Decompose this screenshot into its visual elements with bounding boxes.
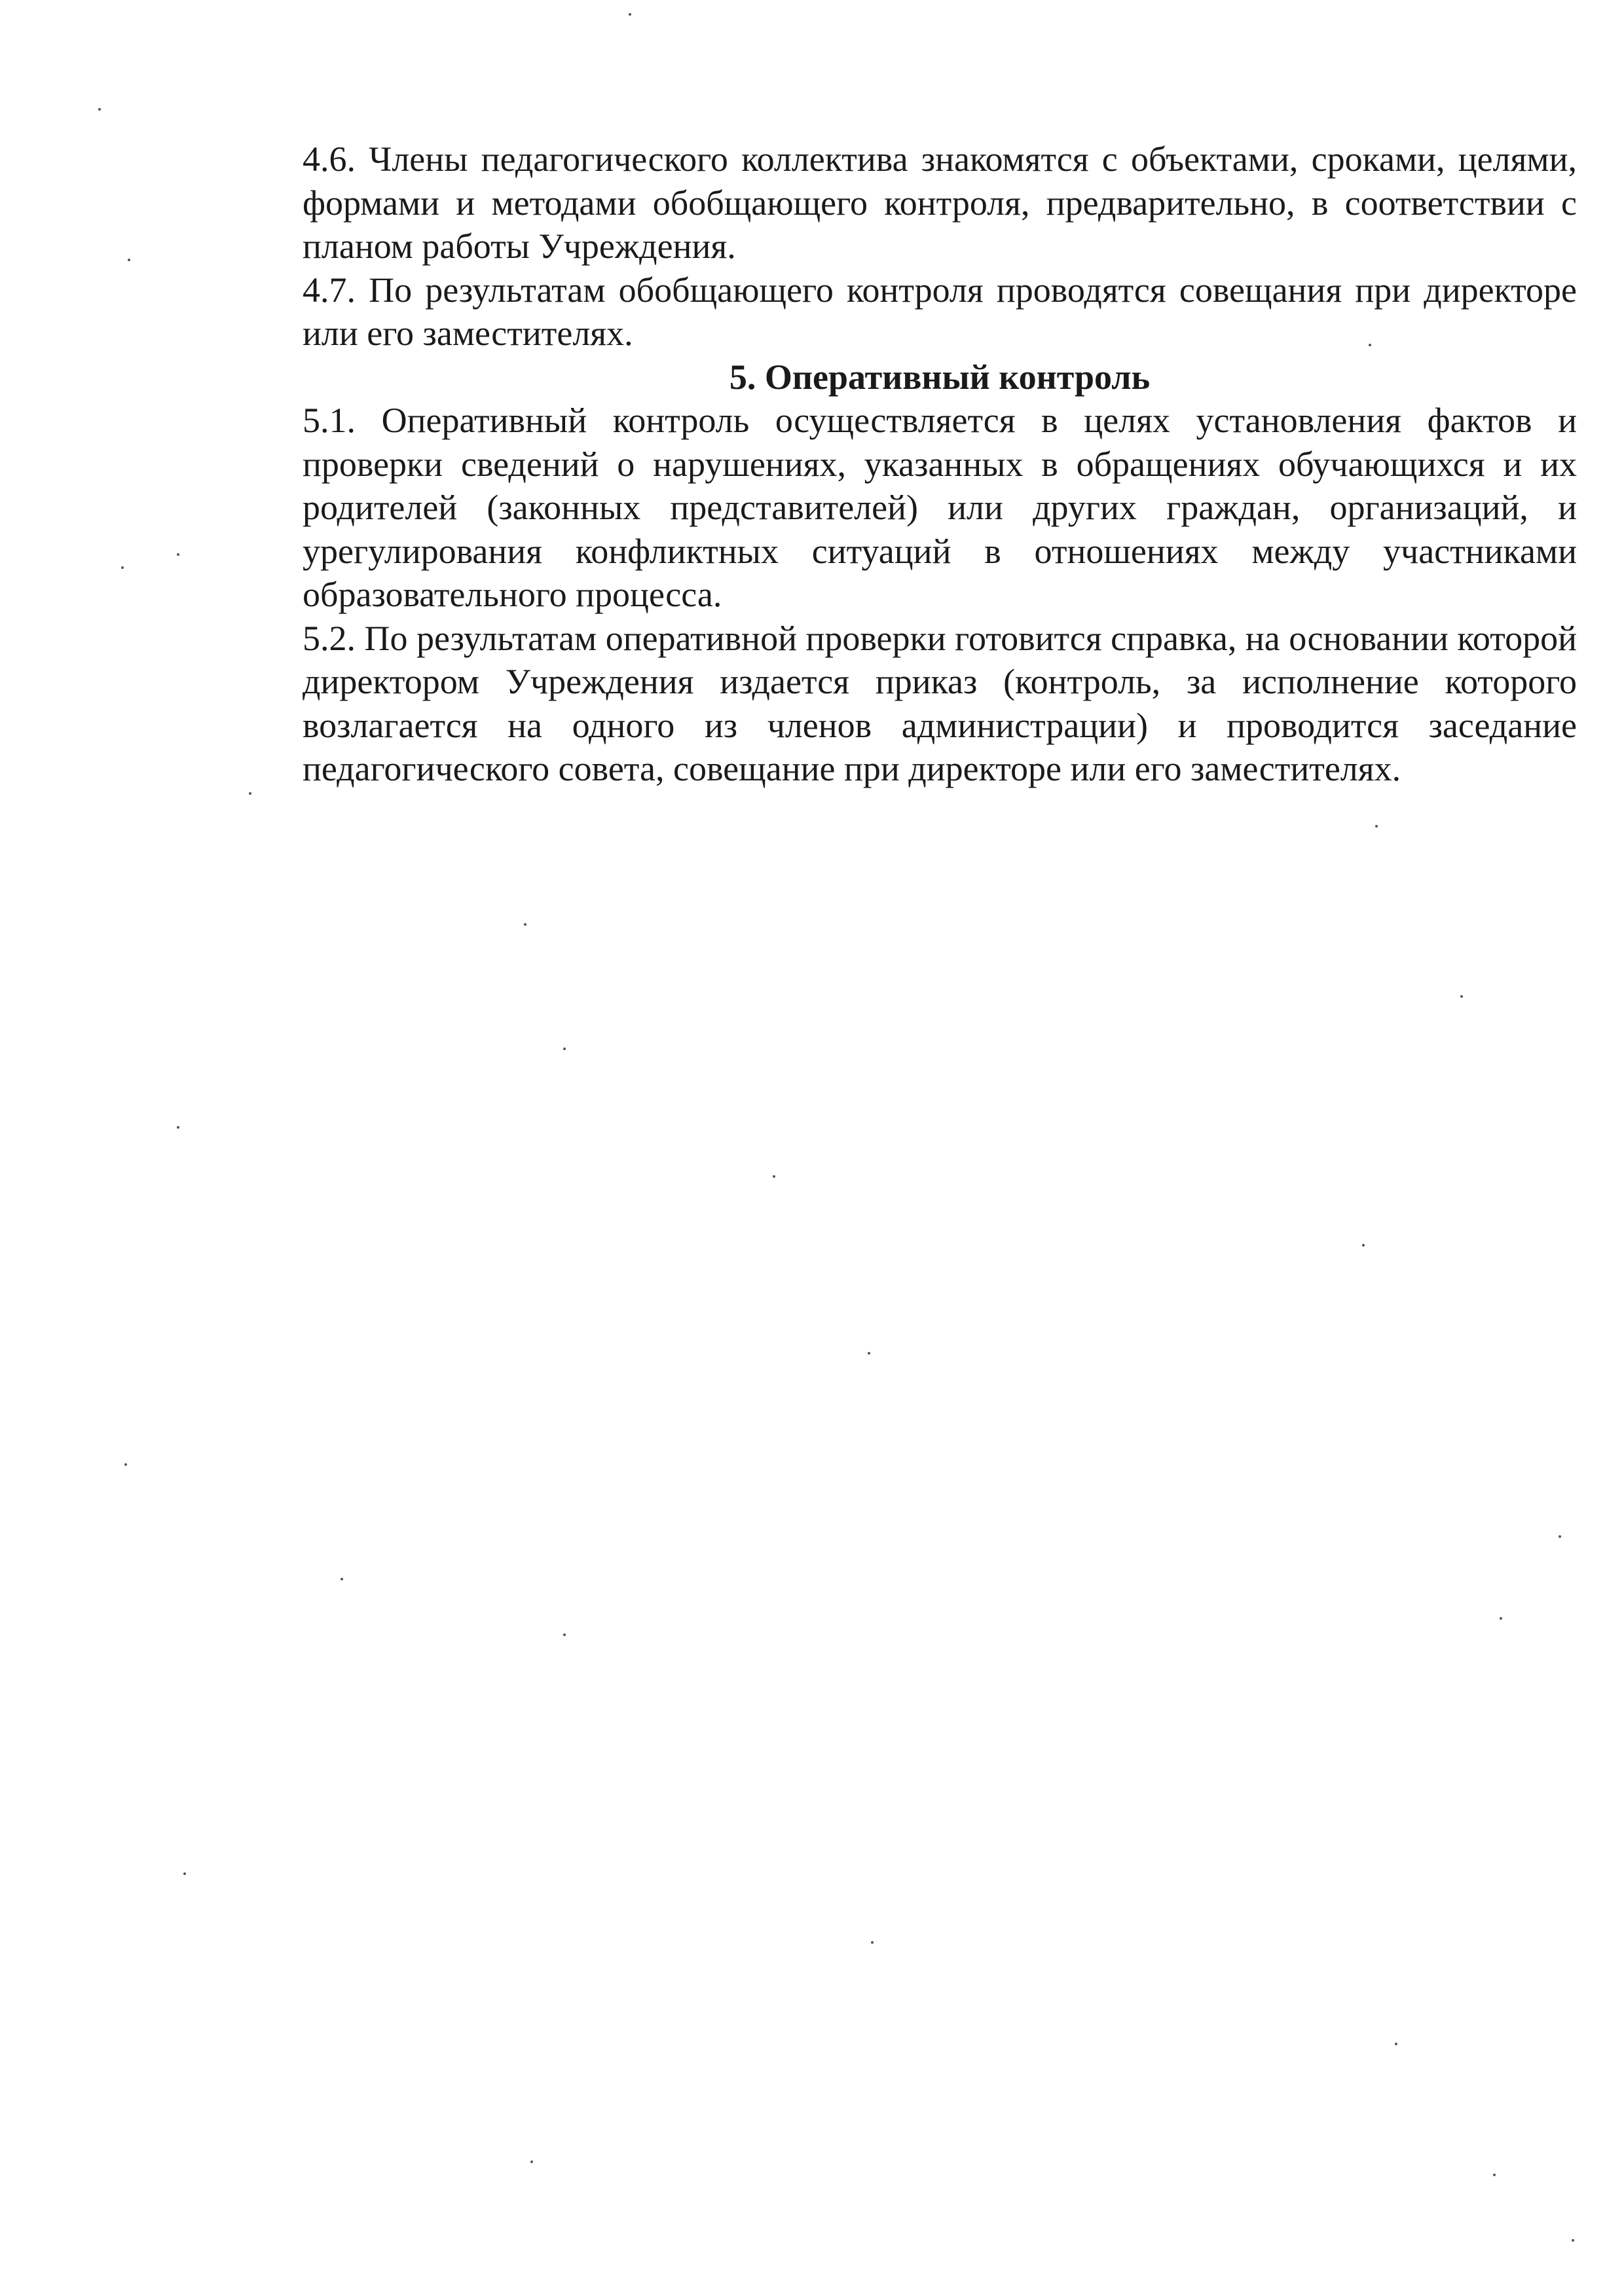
scan-speck	[871, 1941, 874, 1944]
scan-speck	[183, 1872, 186, 1875]
scan-speck	[629, 13, 631, 16]
scan-speck	[1493, 2174, 1496, 2176]
scan-speck	[1460, 995, 1463, 998]
scan-speck	[128, 259, 130, 261]
scan-speck	[124, 1463, 127, 1466]
scan-speck	[563, 1048, 566, 1050]
scan-speck	[177, 1126, 179, 1129]
scan-speck	[1500, 1617, 1502, 1620]
scan-speck	[177, 553, 179, 556]
scan-speck	[1369, 344, 1371, 346]
scan-speck	[249, 792, 251, 795]
scan-speck	[1362, 1244, 1365, 1247]
scan-speck	[773, 1175, 775, 1178]
scan-speck	[1559, 1535, 1561, 1538]
document-body	[303, 137, 1577, 791]
paragraph-5-1: 5.1. Оперативный контроль осуществляется в целях установления фактов и проверки сведений о нарушениях, указанных в обращениях обучающихся и их родителей (законных представителей) или других граждан, организаций, и урегулирования конфликтных ситуаций в отношениях между участниками образовательного процесса.	[303, 401, 1577, 614]
scan-speck	[341, 1578, 343, 1580]
paragraph-4-7: 4.7. По результатам обобщающего контроля проводятся совещания при директоре или его заместителях.	[303, 270, 1577, 353]
scan-speck	[524, 923, 526, 926]
section-heading: 5. Оперативный контроль	[729, 357, 1151, 397]
paragraph-4-6: 4.6. Члены педагогического коллектива знакомятся с объектами, сроками, целями, формами и методами обобщающего контроля, предварительно, в соответствии с планом работы Учреждения.	[303, 139, 1577, 266]
paragraph-5-2: 5.2. По результатам оперативной проверки готовится справка, на основании которой директором Учреждения издается приказ (контроль, за исполнение которого возлагается на одного из членов администрации) и проводится заседание педагогического совета, совещание при директоре или его заместителях.	[303, 618, 1577, 788]
scan-speck	[563, 1633, 566, 1636]
scan-speck	[1572, 2239, 1574, 2242]
scan-speck	[121, 566, 124, 569]
scan-speck	[1375, 825, 1378, 828]
scan-speck	[530, 2160, 533, 2163]
scan-speck	[98, 108, 101, 111]
scan-speck	[868, 1352, 870, 1355]
scan-speck	[1395, 2043, 1397, 2045]
